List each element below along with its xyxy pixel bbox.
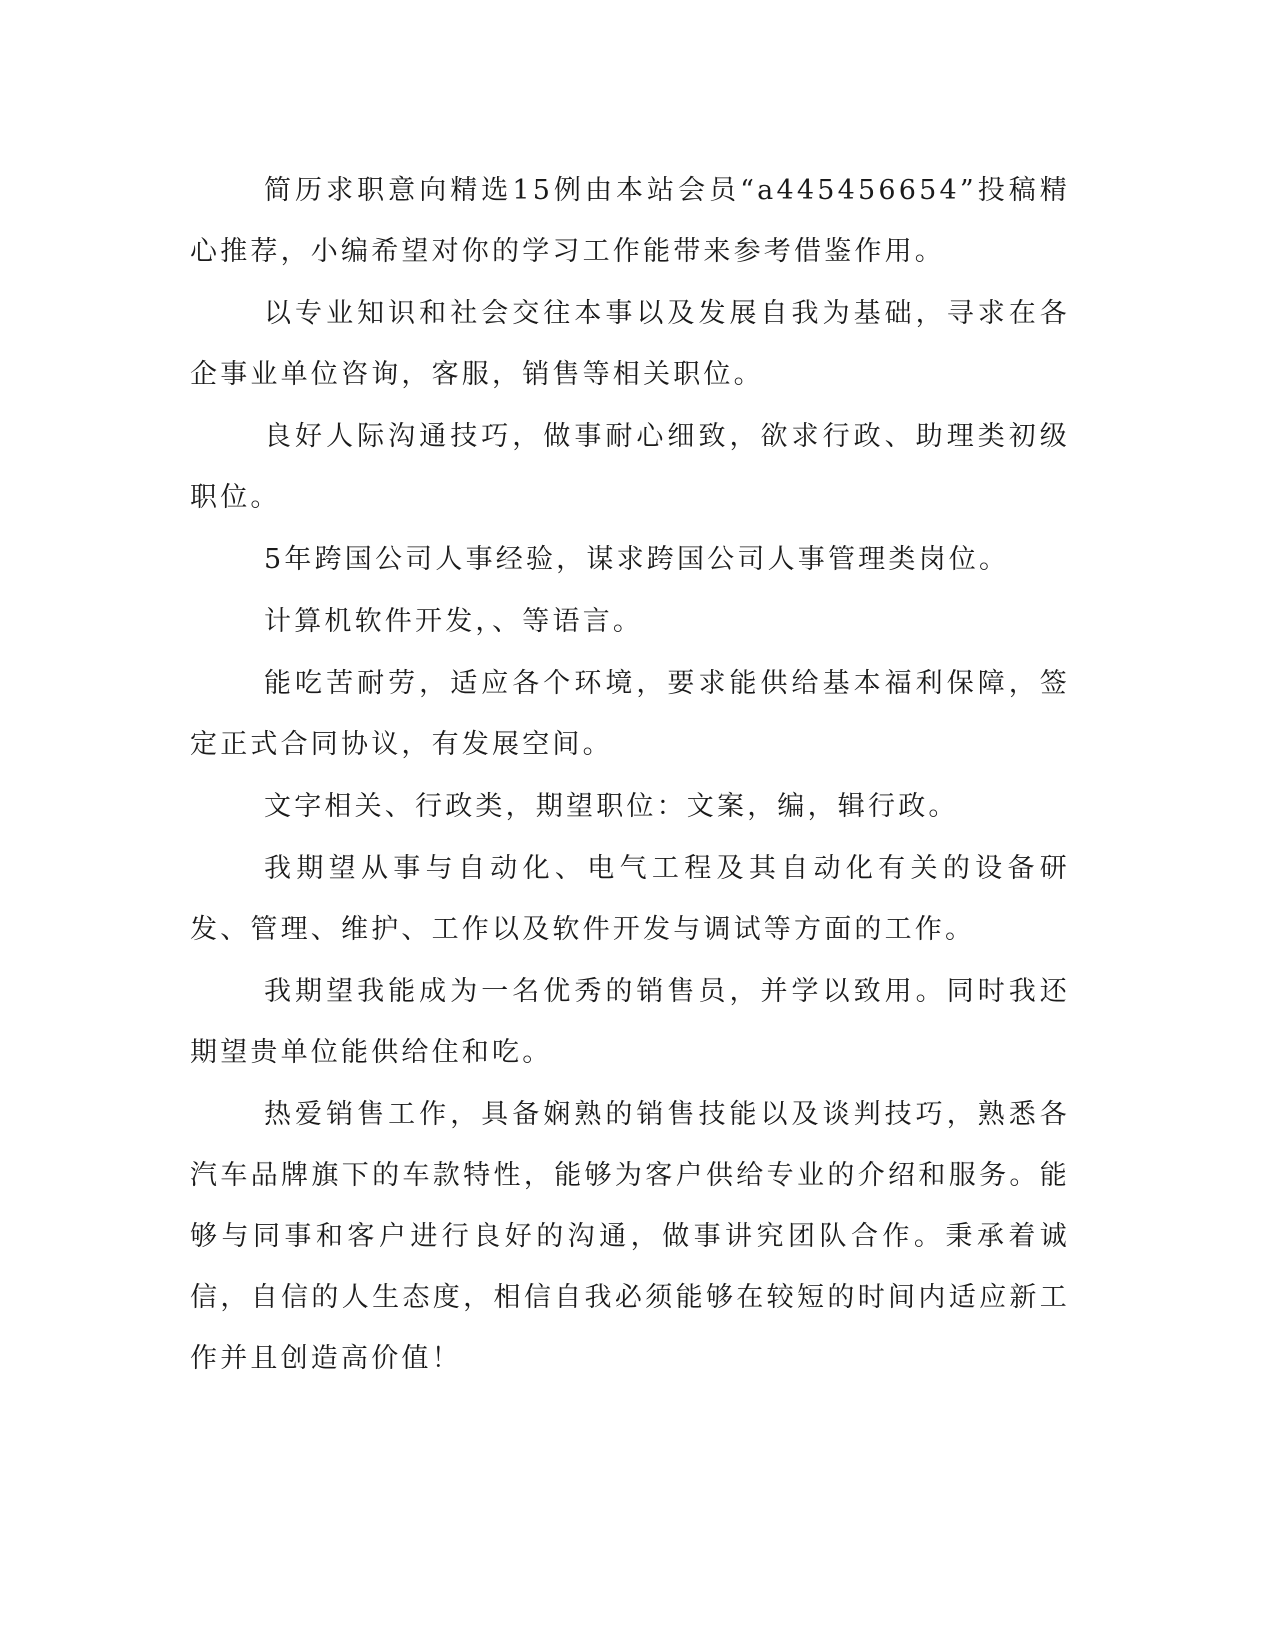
paragraph-objective-1: 以专业知识和社会交往本事以及发展自我为基础，寻求在各企事业单位咨询，客服，销售等相关职位。 bbox=[190, 298, 1070, 390]
paragraph-objective-5: 能吃苦耐劳，适应各个环境，要求能供给基本福利保障，签定正式合同协议，有发展空间。 bbox=[190, 668, 1070, 760]
paragraph-objective-8: 我期望我能成为一名优秀的销售员，并学以致用。同时我还期望贵单位能供给住和吃。 bbox=[190, 976, 1070, 1068]
paragraph-intro: 简历求职意向精选15例由本站会员“a445456654”投稿精心推荐，小编希望对你的学习工作能带来参考借鉴作用。 bbox=[190, 175, 1070, 267]
paragraph-objective-2: 良好人际沟通技巧，做事耐心细致，欲求行政、助理类初级职位。 bbox=[190, 421, 1070, 513]
paragraph-objective-9: 热爱销售工作，具备娴熟的销售技能以及谈判技巧，熟悉各汽车品牌旗下的车款特性，能够为客户供给专业的介绍和服务。能够与同事和客户进行良好的沟通，做事讲究团队合作。秉承着诚信，自信的人生态度，相信自我必须能够在较短的时间内适应新工作并且创造高价值！ bbox=[190, 1099, 1070, 1374]
paragraph-objective-6: 文字相关、行政类，期望职位：文案，编，辑行政。 bbox=[264, 791, 959, 822]
document-body bbox=[190, 160, 1070, 1390]
paragraph-objective-3: 5年跨国公司人事经验，谋求跨国公司人事管理类岗位。 bbox=[264, 544, 1010, 575]
paragraph-objective-7: 我期望从事与自动化、电气工程及其自动化有关的设备研发、管理、维护、工作以及软件开发与调试等方面的工作。 bbox=[190, 853, 1070, 945]
paragraph-objective-4: 计算机软件开发，、等语言。 bbox=[264, 606, 644, 637]
